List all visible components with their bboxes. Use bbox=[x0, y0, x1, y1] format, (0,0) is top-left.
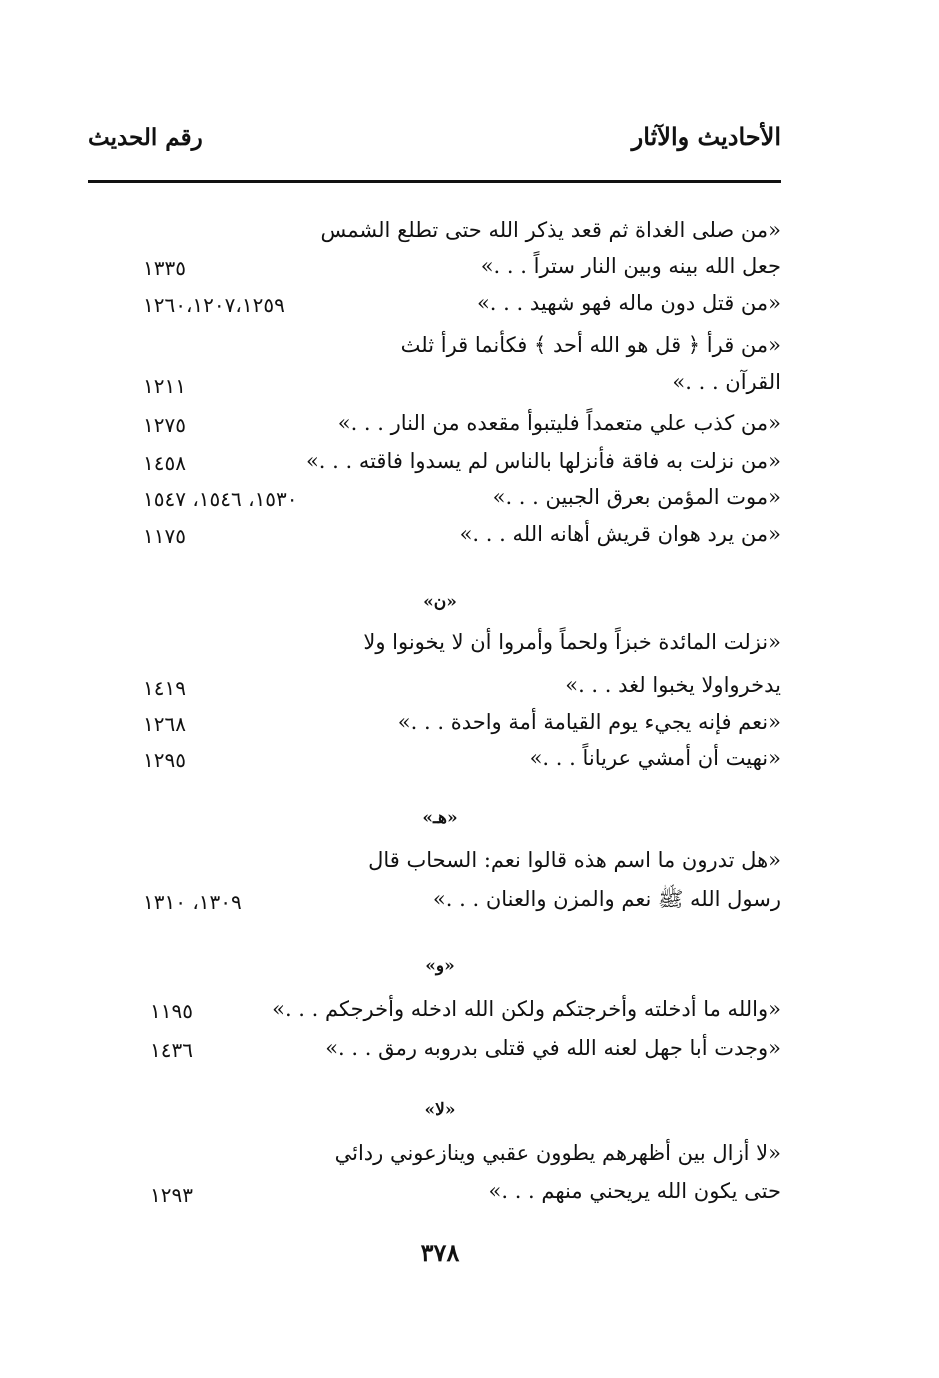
entry-text: «من كذب علي متعمداً فليتبوأ مقعده من النار . . .» bbox=[337, 411, 781, 435]
header-title: الأحاديث والآثار bbox=[631, 122, 781, 151]
entry-text: «نهيت أن أمشي عرياناً . . .» bbox=[529, 746, 781, 770]
entry-number: ١٢٩٥ bbox=[143, 748, 186, 772]
entry-text: جعل الله بينه وبين النار ستراً . . .» bbox=[480, 254, 781, 278]
entry-text: القرآن . . .» bbox=[672, 370, 781, 394]
section-heading-nun: «ن» bbox=[423, 592, 457, 612]
section-heading-waw: «و» bbox=[425, 956, 455, 976]
entry-text: «نزلت المائدة خبزاً ولحماً وأمروا أن لا يخونوا ولا bbox=[363, 630, 781, 654]
header-divider bbox=[88, 180, 781, 183]
entry-number: ١٤٣٦ bbox=[150, 1038, 193, 1062]
entry-number: ١٢٧٥ bbox=[143, 413, 186, 437]
header-column-label: رقم الحديث bbox=[88, 124, 203, 151]
entry-number: ١٣٣٥ bbox=[143, 256, 186, 280]
entry-text: يدخرواولا يخبوا لغد . . .» bbox=[565, 673, 781, 697]
entry-number: ١١٧٥ bbox=[143, 524, 186, 548]
entry-text: «موت المؤمن بعرق الجبين . . .» bbox=[492, 485, 781, 509]
entry-number: ١٢١١ bbox=[143, 374, 186, 398]
entry-number: ١٢٩٣ bbox=[150, 1183, 193, 1207]
entry-number: ١٥٣٠، ١٥٤٦، ١٥٤٧ bbox=[143, 487, 298, 511]
entry-text: «من قرأ ﴿ قل هو الله أحد ﴾ فكأنما قرأ ثلث bbox=[400, 333, 781, 357]
entry-number: ١٣٠٩، ١٣١٠ bbox=[143, 890, 242, 914]
entry-number: ١٤٥٨ bbox=[143, 451, 186, 475]
entry-text: «من نزلت به فاقة فأنزلها بالناس لم يسدوا فاقته . . .» bbox=[305, 449, 781, 473]
entry-text: «والله ما أدخلته وأخرجتكم ولكن الله ادخله وأخرجكم . . .» bbox=[272, 997, 781, 1021]
entry-text: «لا أزال بين أظهرهم يطوون عقبي وينازعوني ردائي bbox=[334, 1141, 781, 1165]
entry-text: «من صلى الغداة ثم قعد يذكر الله حتى تطلع الشمس bbox=[320, 218, 781, 242]
section-heading-la: «لا» bbox=[424, 1100, 456, 1120]
entry-text: «وجدت أبا جهل لعنه الله في قتلى بدروبه رمق . . .» bbox=[325, 1036, 781, 1060]
entry-text: رسول الله ﷺ نعم والمزن والعنان . . .» bbox=[432, 887, 781, 911]
entry-number: ١٢٦٨ bbox=[143, 712, 186, 736]
entry-text: «من يرد هوان قريش أهانه الله . . .» bbox=[459, 522, 781, 546]
section-heading-ha: «هـ» bbox=[422, 808, 458, 828]
entry-text: «من قتل دون ماله فهو شهيد . . .» bbox=[476, 291, 781, 315]
entry-text: «نعم فإنه يجيء يوم القيامة أمة واحدة . . .» bbox=[397, 710, 781, 734]
entry-number: ١١٩٥ bbox=[150, 999, 193, 1023]
entry-number: ١٤١٩ bbox=[143, 676, 186, 700]
entry-text: «هل تدرون ما اسم هذه قالوا نعم: السحاب قال bbox=[368, 848, 781, 872]
entry-text: حتى يكون الله يريحني منهم . . .» bbox=[488, 1179, 781, 1203]
page-number: ٣٧٨ bbox=[420, 1238, 460, 1267]
entry-number: ١٢٦٠،١٢٠٧،١٢٥٩ bbox=[143, 293, 285, 317]
